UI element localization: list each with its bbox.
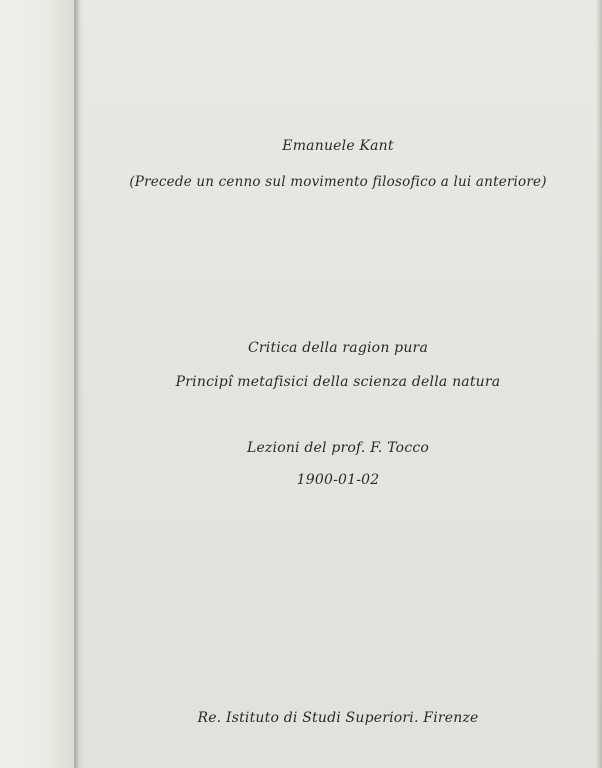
publisher-line: Re. Istituto di Studi Superiori. Firenze [197,710,479,726]
page-edge-shadow [596,0,602,768]
author-name: Emanuele Kant [282,138,394,154]
academic-years: 1900-01-02 [296,472,380,488]
lecture-credit: Lezioni del prof. F. Tocco [246,440,430,456]
work-title-1: Critica della ragion pura [247,340,428,356]
work-title-2: Principî metafisici della scienza della natura [175,374,501,390]
subtitle-note: (Precede un cenno sul movimento filosofico a lui anteriore) [129,174,547,190]
left-page-edge [0,0,78,768]
